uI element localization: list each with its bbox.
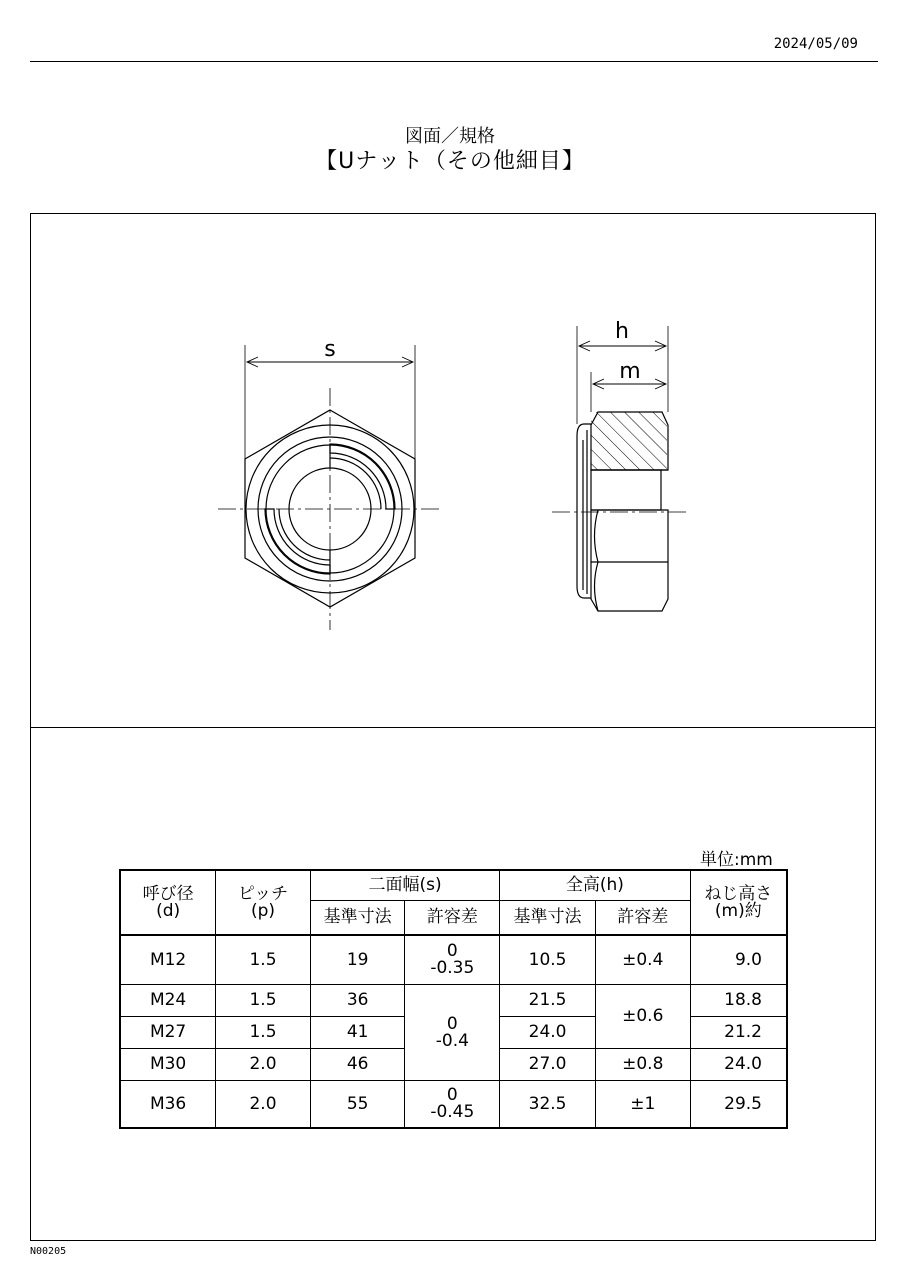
document-id: N00205 bbox=[30, 1246, 67, 1257]
table-row: M27 1.5 41 24.0 21.2 bbox=[120, 1017, 787, 1049]
header-h-basic: 基準寸法 bbox=[500, 901, 596, 936]
dim-label-s: s bbox=[324, 337, 336, 362]
product-title: 【Uナット（その他細目】 bbox=[315, 149, 585, 174]
page-title: 図面／規格 bbox=[405, 126, 495, 147]
front-view bbox=[218, 345, 442, 630]
header-width: 二面幅(s) bbox=[310, 870, 499, 901]
unit-label: 単位:mm bbox=[700, 850, 773, 870]
header-pitch: ピッチ (p) bbox=[216, 870, 311, 935]
spec-table bbox=[119, 869, 788, 1129]
header-h-tolerance: 許容差 bbox=[595, 901, 690, 936]
header-s-basic: 基準寸法 bbox=[310, 901, 405, 936]
table-row: M30 2.0 46 27.0 ±0.8 24.0 bbox=[120, 1049, 787, 1081]
header-thread-height: ねじ高さ (m)約 bbox=[690, 870, 787, 935]
header-nominal: 呼び径 (d) bbox=[120, 870, 216, 935]
u-flange bbox=[577, 424, 591, 598]
document-date: 2024/05/09 bbox=[773, 36, 858, 52]
header-height: 全高(h) bbox=[500, 870, 690, 901]
table-row: M12 1.5 19 0 -0.35 10.5 ±0.4 9.0 bbox=[120, 935, 787, 985]
header-s-tolerance: 許容差 bbox=[405, 901, 500, 936]
dim-label-m: m bbox=[619, 359, 641, 384]
table-row: M36 2.0 55 0 -0.45 32.5 ±1 29.5 bbox=[120, 1081, 787, 1129]
insert-hatch bbox=[591, 412, 667, 470]
table-row: M24 1.5 36 0 -0.4 21.5 ±0.6 18.8 bbox=[120, 985, 787, 1017]
dim-label-h: h bbox=[615, 319, 629, 344]
